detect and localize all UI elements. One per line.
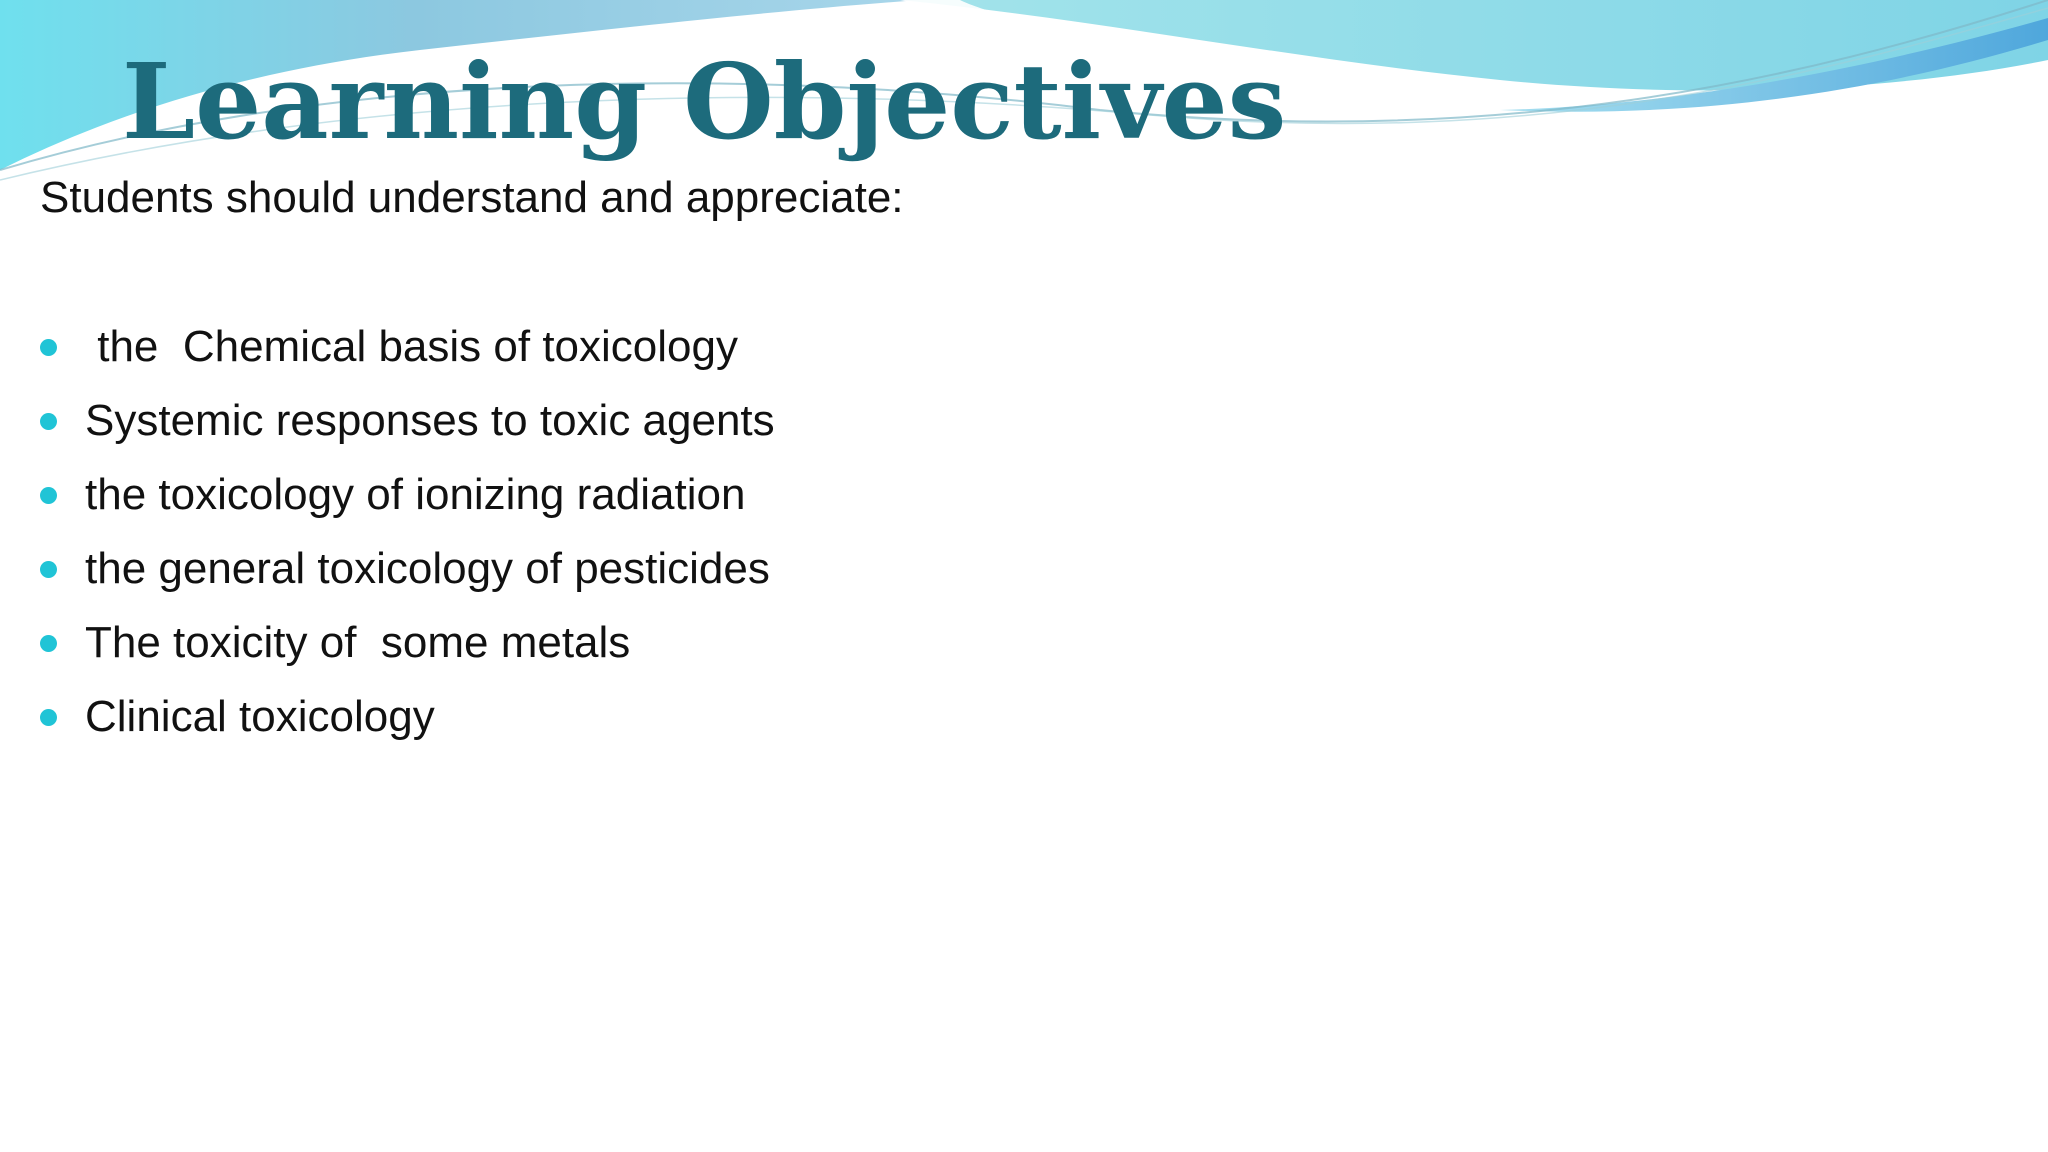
list-item-text: Clinical toxicology [85, 692, 435, 741]
slide-title: Learning Objectives [122, 40, 1287, 163]
bullet-dot-icon [40, 413, 57, 430]
bullet-dot-icon [40, 339, 57, 356]
bullet-dot-icon [40, 487, 57, 504]
list-item-text: the toxicology of ionizing radiation [85, 470, 746, 519]
list-item [40, 458, 775, 532]
intro-text: Students should understand and appreciate: [40, 173, 904, 222]
bullet-dot-icon [40, 635, 57, 652]
list-item-text: the Chemical basis of toxicology [85, 322, 738, 371]
list-item [40, 606, 775, 680]
bullet-dot-icon [40, 709, 57, 726]
list-item-text: The toxicity of some metals [85, 618, 631, 667]
list-item [40, 310, 775, 384]
list-item [40, 384, 775, 458]
list-item-text: the general toxicology of pesticides [85, 544, 770, 593]
objectives-list [40, 310, 775, 754]
list-item [40, 680, 775, 754]
bullet-dot-icon [40, 561, 57, 578]
list-item-text: Systemic responses to toxic agents [85, 396, 775, 445]
list-item [40, 532, 775, 606]
